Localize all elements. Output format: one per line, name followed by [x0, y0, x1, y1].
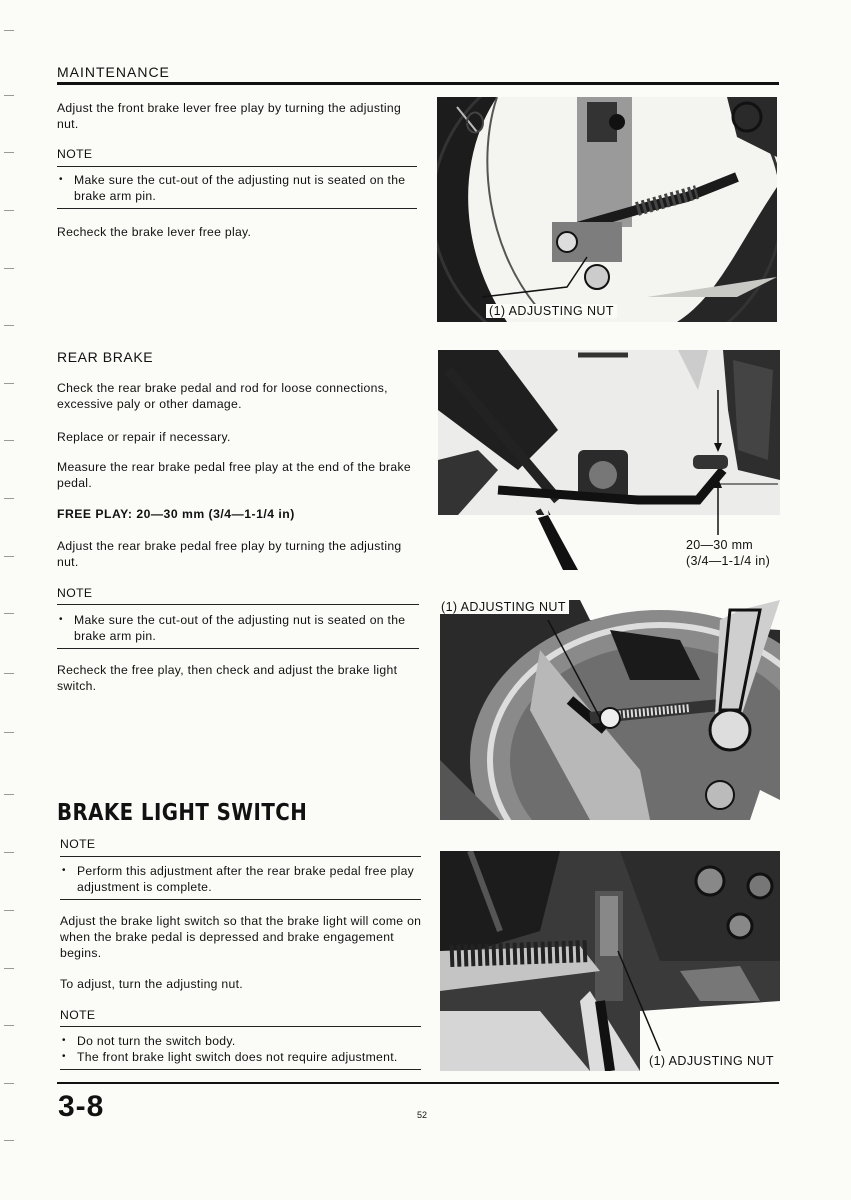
switch-note2-bottom-rule — [60, 1069, 421, 1070]
rear-note-item: • Make sure the cut-out of the adjusting nut is seated on the brake arm pin. — [57, 612, 424, 644]
front-note-bottom-rule — [57, 208, 417, 209]
front-brake-recheck: Recheck the brake lever free play. — [57, 225, 252, 239]
rear-adjusting-nut-callout: (1) ADJUSTING NUT — [438, 600, 569, 614]
rear-brake-check: Check the rear brake pedal and rod for loose connections, excessive paly or other damage. — [57, 381, 388, 411]
switch-note2-item: • The front brake light switch does not require adjustment. — [60, 1049, 427, 1065]
rear-brake-recheck: Recheck the free play, then check and adjust the brake light switch. — [57, 663, 398, 693]
front-note-item: • Make sure the cut-out of the adjusting nut is seated on the brake arm pin. — [57, 172, 419, 204]
rear-brake-replace: Replace or repair if necessary. — [57, 430, 231, 444]
free-play-spec: FREE PLAY: 20—30 mm (3/4—1-1/4 in) — [57, 507, 295, 521]
switch-note2-label: NOTE — [60, 1008, 96, 1022]
scan-margin-marks — [4, 0, 18, 1200]
switch-note-top-rule — [60, 856, 421, 857]
brake-light-switch-heading: BRAKE LIGHT SWITCH — [57, 800, 308, 826]
page-header-title: MAINTENANCE — [57, 64, 170, 80]
rear-note-label: NOTE — [57, 586, 93, 600]
pedal-measurement-in: (3/4—1-1/4 in) — [686, 554, 771, 568]
switch-note-bottom-rule — [60, 899, 421, 900]
front-note-label: NOTE — [57, 147, 93, 161]
rear-brake-measure: Measure the rear brake pedal free play at the end of the brake pedal. — [57, 460, 411, 490]
page-section-number: 3-8 — [58, 1090, 105, 1123]
rear-brake-adjust: Adjust the rear brake pedal free play by turning the adjusting nut. — [57, 539, 402, 569]
switch-note-label: NOTE — [60, 837, 96, 851]
front-brake-instruction: Adjust the front brake lever free play by turning the adjusting nut. — [57, 101, 402, 131]
switch-note2-item: • Do not turn the switch body. — [60, 1033, 427, 1049]
rear-note-top-rule — [57, 604, 419, 605]
header-rule — [57, 82, 779, 85]
rear-brake-adjusting-nut-photo — [440, 600, 780, 820]
brake-light-switch-photo — [440, 851, 780, 1071]
switch-turn-instruction: To adjust, turn the adjusting nut. — [60, 977, 243, 991]
pedal-measurement-mm: 20—30 mm — [686, 538, 754, 552]
switch-note2-top-rule — [60, 1026, 421, 1027]
front-brake-photo — [437, 97, 777, 322]
front-adjusting-nut-callout: (1) ADJUSTING NUT — [486, 304, 617, 318]
rear-brake-heading: REAR BRAKE — [57, 349, 154, 365]
rear-note-bottom-rule — [57, 648, 419, 649]
front-note-top-rule — [57, 166, 417, 167]
page-number: 52 — [417, 1110, 428, 1120]
switch-adjust-instruction: Adjust the brake light switch so that the brake light will come on when the brake pedal is depressed and brake engagement begins. — [60, 914, 422, 960]
switch-note-item: • Perform this adjustment after the rear brake pedal free play adjustment is complete. — [60, 863, 427, 895]
switch-adjusting-nut-callout: (1) ADJUSTING NUT — [646, 1054, 777, 1068]
footer-rule — [57, 1082, 779, 1084]
